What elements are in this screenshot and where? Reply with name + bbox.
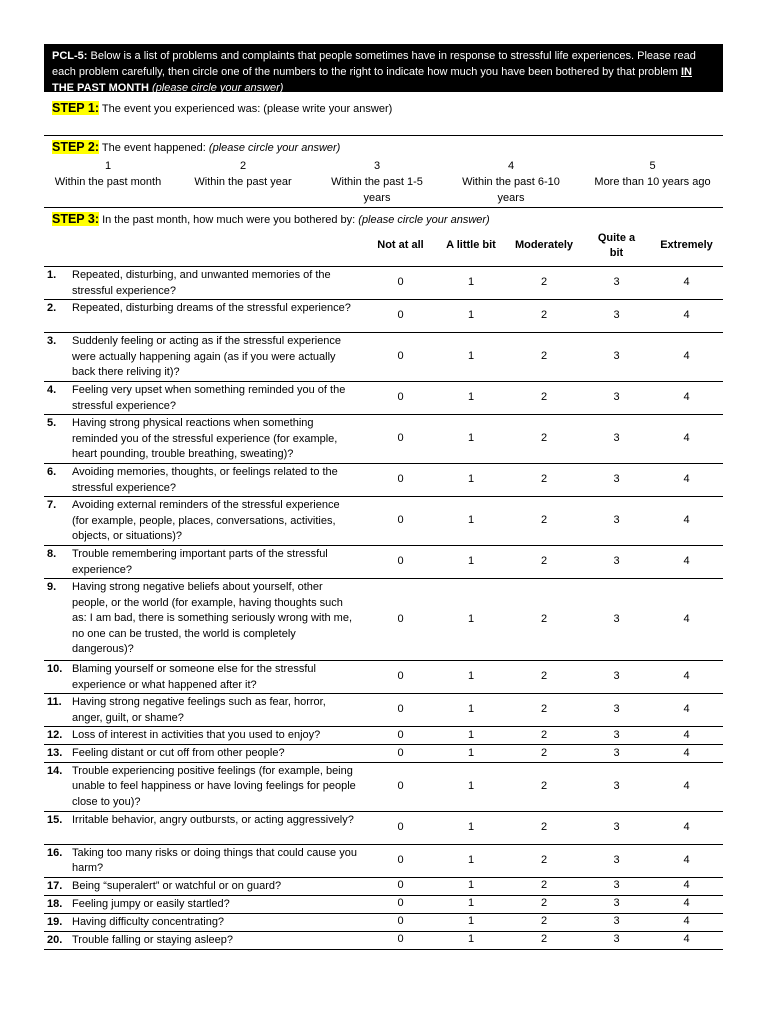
score-option[interactable]: 0: [364, 546, 437, 579]
score-option[interactable]: 4: [650, 579, 723, 661]
pcl5-label: PCL-5:: [52, 50, 88, 62]
item-question: Avoiding memories, thoughts, or feelings related to the stressful experience?: [72, 464, 364, 497]
item-question: Loss of interest in activities that you used to enjoy?: [72, 727, 364, 745]
score-option[interactable]: 4: [650, 464, 723, 497]
score-option[interactable]: 2: [505, 762, 583, 811]
option-number: 5: [649, 160, 656, 172]
column-header: Moderately: [514, 239, 574, 252]
item-row: [44, 579, 723, 661]
step-2-text: The event happened:: [99, 142, 209, 154]
item-question: Suddenly feeling or acting as if the stressful experience were actually happening again (as if you were actually back there reliving it)?: [72, 333, 364, 382]
score-option[interactable]: 0: [364, 745, 437, 763]
item-row: [44, 267, 723, 300]
event-option-3[interactable]: [314, 158, 440, 206]
score-option[interactable]: 1: [437, 844, 505, 877]
score-option[interactable]: 0: [364, 895, 437, 913]
column-header: Quite a bit: [597, 231, 636, 259]
item-question: Feeling jumpy or easily startled?: [72, 895, 364, 913]
score-option[interactable]: 1: [437, 877, 505, 895]
score-option[interactable]: 0: [364, 415, 437, 464]
score-option[interactable]: 4: [650, 415, 723, 464]
item-question: Having strong physical reactions when something reminded you of the stressful experience (for example, heart pounding, trouble breathing, sweating)?: [72, 415, 364, 464]
item-row: [44, 333, 723, 382]
item-question: Taking too many risks or doing things that could cause you harm?: [72, 844, 364, 877]
instructions-header: [44, 44, 723, 92]
item-question: Repeated, disturbing dreams of the stressful experience?: [72, 300, 364, 333]
score-option[interactable]: 3: [583, 762, 650, 811]
score-option[interactable]: 3: [583, 913, 650, 931]
score-option[interactable]: 3: [583, 579, 650, 661]
item-number: 4.: [44, 382, 72, 415]
item-question: Irritable behavior, angry outbursts, or acting aggressively?: [72, 811, 364, 844]
score-option[interactable]: 3: [583, 694, 650, 727]
score-option[interactable]: 1: [437, 415, 505, 464]
event-timing-options: [44, 158, 723, 206]
score-option[interactable]: 2: [505, 931, 583, 949]
score-option[interactable]: 4: [650, 931, 723, 949]
item-number: 7.: [44, 497, 72, 546]
score-option[interactable]: 0: [364, 931, 437, 949]
score-option[interactable]: 1: [437, 895, 505, 913]
score-option[interactable]: 4: [650, 745, 723, 763]
item-number: 13.: [44, 745, 72, 763]
score-option[interactable]: 2: [505, 694, 583, 727]
item-number: 10.: [44, 661, 72, 694]
score-option[interactable]: 2: [505, 745, 583, 763]
item-number: 9.: [44, 579, 72, 661]
step-3-note: (please circle your answer): [358, 214, 490, 226]
item-number: 14.: [44, 762, 72, 811]
score-option[interactable]: 2: [505, 727, 583, 745]
score-option[interactable]: 0: [364, 267, 437, 300]
symptom-table: [44, 226, 723, 950]
instructions-text: Below is a list of problems and complaints that people sometimes have in response to stressful life experiences. Please read each problem carefully, then circle one of the numbers to the right to indicate how much you have been bothered by that problem: [52, 50, 696, 78]
score-option[interactable]: 1: [437, 661, 505, 694]
item-question: Feeling very upset when something reminded you of the stressful experience?: [72, 382, 364, 415]
item-question: Avoiding external reminders of the stressful experience (for example, people, places, conversations, activities, objects, or situations)?: [72, 497, 364, 546]
score-option[interactable]: 0: [364, 762, 437, 811]
column-header: A little bit: [446, 239, 496, 252]
item-number: 1.: [44, 267, 72, 300]
item-question: Having strong negative feelings such as fear, horror, anger, guilt, or shame?: [72, 694, 364, 727]
score-option[interactable]: 3: [583, 877, 650, 895]
score-option[interactable]: 2: [505, 497, 583, 546]
score-option[interactable]: 0: [364, 694, 437, 727]
score-option[interactable]: 4: [650, 895, 723, 913]
score-option[interactable]: 3: [583, 300, 650, 333]
item-question: Having difficulty concentrating?: [72, 913, 364, 931]
score-option[interactable]: 1: [437, 300, 505, 333]
step-2: [44, 136, 723, 208]
item-row: [44, 913, 723, 931]
item-question: Trouble remembering important parts of the stressful experience?: [72, 546, 364, 579]
item-number: 12.: [44, 727, 72, 745]
score-option[interactable]: 1: [437, 745, 505, 763]
score-option[interactable]: 3: [583, 267, 650, 300]
event-option-2[interactable]: [172, 158, 314, 206]
score-option[interactable]: 2: [505, 464, 583, 497]
score-option[interactable]: 2: [505, 579, 583, 661]
item-row: [44, 382, 723, 415]
item-question: Trouble falling or staying asleep?: [72, 931, 364, 949]
item-row: [44, 464, 723, 497]
score-option[interactable]: 3: [583, 931, 650, 949]
score-option[interactable]: 3: [583, 464, 650, 497]
item-number: 15.: [44, 811, 72, 844]
score-option[interactable]: 1: [437, 913, 505, 931]
score-option[interactable]: 0: [364, 844, 437, 877]
item-row: [44, 497, 723, 546]
score-option[interactable]: 1: [437, 694, 505, 727]
score-option[interactable]: 0: [364, 497, 437, 546]
item-question: Trouble experiencing positive feelings (for example, being unable to feel happiness or have loving feelings for people close to you)?: [72, 762, 364, 811]
item-row: [44, 546, 723, 579]
item-row: [44, 844, 723, 877]
step-3-label: STEP 3:: [52, 212, 100, 226]
item-question: Feeling distant or cut off from other people?: [72, 745, 364, 763]
step-2-label: STEP 2:: [52, 140, 100, 154]
item-row: [44, 661, 723, 694]
score-option[interactable]: 4: [650, 694, 723, 727]
score-option[interactable]: 2: [505, 877, 583, 895]
item-number: 2.: [44, 300, 72, 333]
score-option[interactable]: 1: [437, 727, 505, 745]
score-option[interactable]: 1: [437, 267, 505, 300]
score-option[interactable]: 2: [505, 333, 583, 382]
score-option[interactable]: 2: [505, 913, 583, 931]
option-label: Within the past year: [194, 176, 292, 188]
option-label: Within the past 1-5 years: [331, 176, 423, 204]
item-number: 11.: [44, 694, 72, 727]
score-option[interactable]: 4: [650, 844, 723, 877]
item-row: [44, 877, 723, 895]
score-option[interactable]: 4: [650, 762, 723, 811]
score-option[interactable]: 1: [437, 762, 505, 811]
instructions-note: (please circle your answer): [148, 82, 284, 94]
score-option[interactable]: 4: [650, 727, 723, 745]
option-number: 3: [373, 160, 381, 172]
score-option[interactable]: 3: [583, 333, 650, 382]
step-1: [44, 98, 723, 136]
item-row: [44, 300, 723, 333]
item-row: [44, 931, 723, 949]
score-option[interactable]: 4: [650, 811, 723, 844]
option-number: 2: [239, 160, 247, 172]
item-question: Having strong negative beliefs about yourself, other people, or the world (for example, having thoughts such as: I am bad, there is something seriously wrong with me, no one can be trusted, the world is completely dangerous)?: [72, 579, 364, 661]
score-option[interactable]: 3: [583, 844, 650, 877]
score-option[interactable]: 2: [505, 811, 583, 844]
score-option[interactable]: 0: [364, 382, 437, 415]
item-number: 3.: [44, 333, 72, 382]
score-option[interactable]: 4: [650, 913, 723, 931]
step-1-label: STEP 1:: [52, 101, 100, 115]
score-option[interactable]: 0: [364, 811, 437, 844]
score-option[interactable]: 4: [650, 267, 723, 300]
score-option[interactable]: 1: [437, 811, 505, 844]
score-option[interactable]: 4: [650, 546, 723, 579]
score-option[interactable]: 1: [437, 464, 505, 497]
past-month-emphasis: IN THE PAST MONTH: [52, 66, 692, 94]
score-option[interactable]: 3: [583, 895, 650, 913]
item-row: [44, 762, 723, 811]
score-option[interactable]: 3: [583, 497, 650, 546]
event-option-4[interactable]: [440, 158, 582, 206]
score-option[interactable]: 4: [650, 877, 723, 895]
item-number: 6.: [44, 464, 72, 497]
item-number: 8.: [44, 546, 72, 579]
item-number: 19.: [44, 913, 72, 931]
score-option[interactable]: 4: [650, 661, 723, 694]
item-row: [44, 895, 723, 913]
step-3-text: In the past month, how much were you bothered by:: [99, 214, 359, 226]
option-label: Within the past 6-10 years: [462, 176, 560, 204]
score-option[interactable]: 3: [583, 382, 650, 415]
score-option[interactable]: 3: [583, 727, 650, 745]
score-option[interactable]: 0: [364, 579, 437, 661]
score-option[interactable]: 1: [437, 931, 505, 949]
score-option[interactable]: 0: [364, 913, 437, 931]
item-row: [44, 811, 723, 844]
column-header: Extremely: [660, 239, 713, 252]
score-option[interactable]: 0: [364, 661, 437, 694]
item-row: [44, 727, 723, 745]
option-label: Within the past month: [54, 176, 162, 188]
score-option[interactable]: 0: [364, 877, 437, 895]
score-option[interactable]: 0: [364, 300, 437, 333]
score-option[interactable]: 4: [650, 333, 723, 382]
score-option[interactable]: 4: [650, 497, 723, 546]
item-question: Being “superalert” or watchful or on guard?: [72, 877, 364, 895]
item-number: 20.: [44, 931, 72, 949]
item-row: [44, 415, 723, 464]
item-number: 17.: [44, 877, 72, 895]
score-option[interactable]: 2: [505, 895, 583, 913]
score-option[interactable]: 1: [437, 579, 505, 661]
score-option[interactable]: 2: [505, 844, 583, 877]
score-option[interactable]: 1: [437, 333, 505, 382]
score-option[interactable]: 3: [583, 546, 650, 579]
item-row: [44, 745, 723, 763]
score-option[interactable]: 3: [583, 811, 650, 844]
score-option[interactable]: 3: [583, 661, 650, 694]
score-option[interactable]: 0: [364, 333, 437, 382]
item-number: 5.: [44, 415, 72, 464]
score-option[interactable]: 1: [437, 497, 505, 546]
score-option[interactable]: 2: [505, 415, 583, 464]
score-option[interactable]: 2: [505, 300, 583, 333]
item-question: Blaming yourself or someone else for the stressful experience or what happened after it?: [72, 661, 364, 694]
option-number: 1: [104, 160, 112, 172]
score-option[interactable]: 2: [505, 546, 583, 579]
score-option[interactable]: 3: [583, 745, 650, 763]
score-option[interactable]: 2: [505, 661, 583, 694]
step-1-text[interactable]: The event you experienced was: (please write your answer): [99, 103, 393, 115]
score-option[interactable]: 1: [437, 382, 505, 415]
event-option-5[interactable]: [582, 158, 723, 206]
item-number: 18.: [44, 895, 72, 913]
score-option[interactable]: 2: [505, 267, 583, 300]
item-row: [44, 694, 723, 727]
item-question: Repeated, disturbing, and unwanted memories of the stressful experience?: [72, 267, 364, 300]
step-2-note: (please circle your answer): [208, 142, 341, 154]
column-header: Not at all: [377, 239, 424, 252]
score-option[interactable]: 4: [650, 382, 723, 415]
score-option[interactable]: 0: [364, 464, 437, 497]
option-number: 4: [507, 160, 515, 172]
column-header-row: [44, 226, 723, 267]
score-option[interactable]: 0: [364, 727, 437, 745]
score-option[interactable]: 3: [583, 415, 650, 464]
score-option[interactable]: 1: [437, 546, 505, 579]
event-option-1[interactable]: [44, 158, 172, 206]
score-option[interactable]: 4: [650, 300, 723, 333]
option-label: More than 10 years ago: [594, 176, 711, 188]
score-option[interactable]: 2: [505, 382, 583, 415]
item-number: 16.: [44, 844, 72, 877]
